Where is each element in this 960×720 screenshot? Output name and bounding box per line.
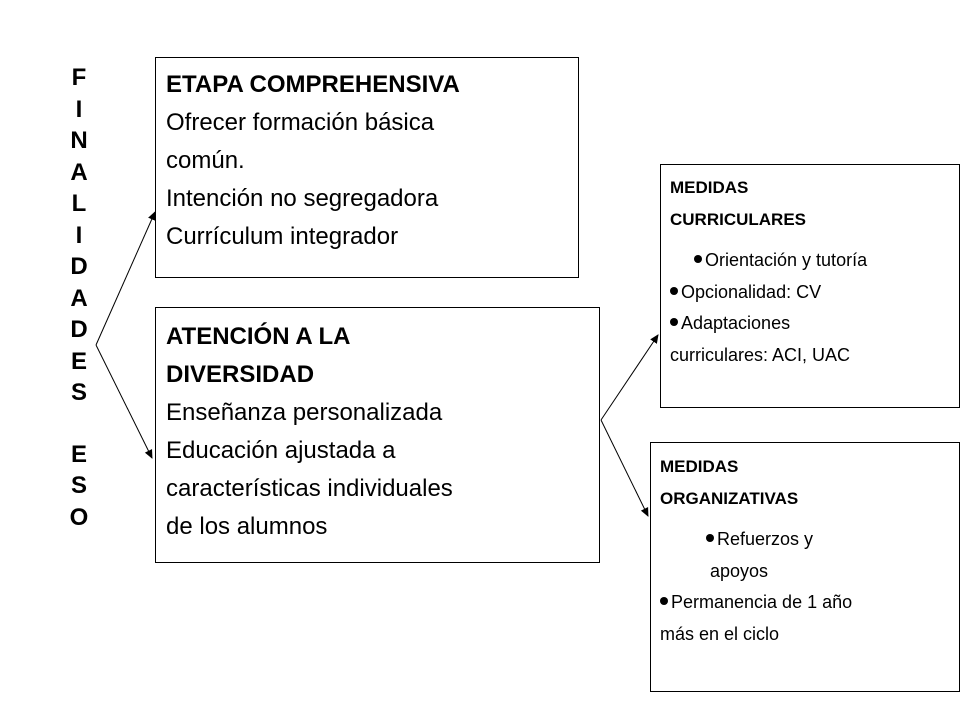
item-text: Refuerzos y [717,529,814,549]
item-text: Permanencia de 1 año [671,592,853,612]
box-title: MEDIDAS [660,457,739,476]
letter: F [71,64,87,91]
box-line: Intención no segregadora [166,185,439,212]
box-line: de los alumnos [166,513,328,540]
arrow-to-comprehensiva [96,212,155,345]
letter: I [75,95,83,123]
box-title: ATENCIÓN A LA [166,323,351,350]
letter: A [70,158,88,186]
item-text: Adaptaciones [681,313,791,333]
box-title: ORGANIZATIVAS [660,488,799,508]
box-line: características individuales [166,475,453,502]
letter: L [71,190,87,217]
item-text: Orientación y tutoría [705,250,868,270]
item-text: Opcionalidad: CV [681,281,822,302]
box-line: Enseñanza personalizada [166,399,443,426]
arrow-to-curriculares [601,335,658,420]
letter: N [70,127,88,154]
arrow-to-organizativas [601,420,648,516]
letter: S [70,379,87,406]
box-line: Ofrecer formación básica [166,109,435,136]
box-title: MEDIDAS [670,178,749,197]
box-title: DIVERSIDAD [166,361,315,388]
letter: E [70,347,87,375]
box-title: CURRICULARES [670,209,806,229]
letter: S [70,472,87,499]
box-line: Currículum integrador [166,223,399,250]
letter: I [75,221,83,249]
item-continuation: apoyos [710,560,769,581]
letter: D [70,253,88,280]
box-title: ETAPA COMPREHENSIVA [166,71,460,98]
box-line: Educación ajustada a [166,437,396,464]
item-continuation: curriculares: ACI, UAC [670,344,851,365]
item-continuation: más en el ciclo [660,623,780,644]
letter: E [70,440,87,468]
letter: O [69,503,89,531]
letter: D [70,316,88,343]
letter: A [70,284,88,312]
box-line: común. [166,147,245,174]
arrow-to-diversidad [96,345,152,458]
